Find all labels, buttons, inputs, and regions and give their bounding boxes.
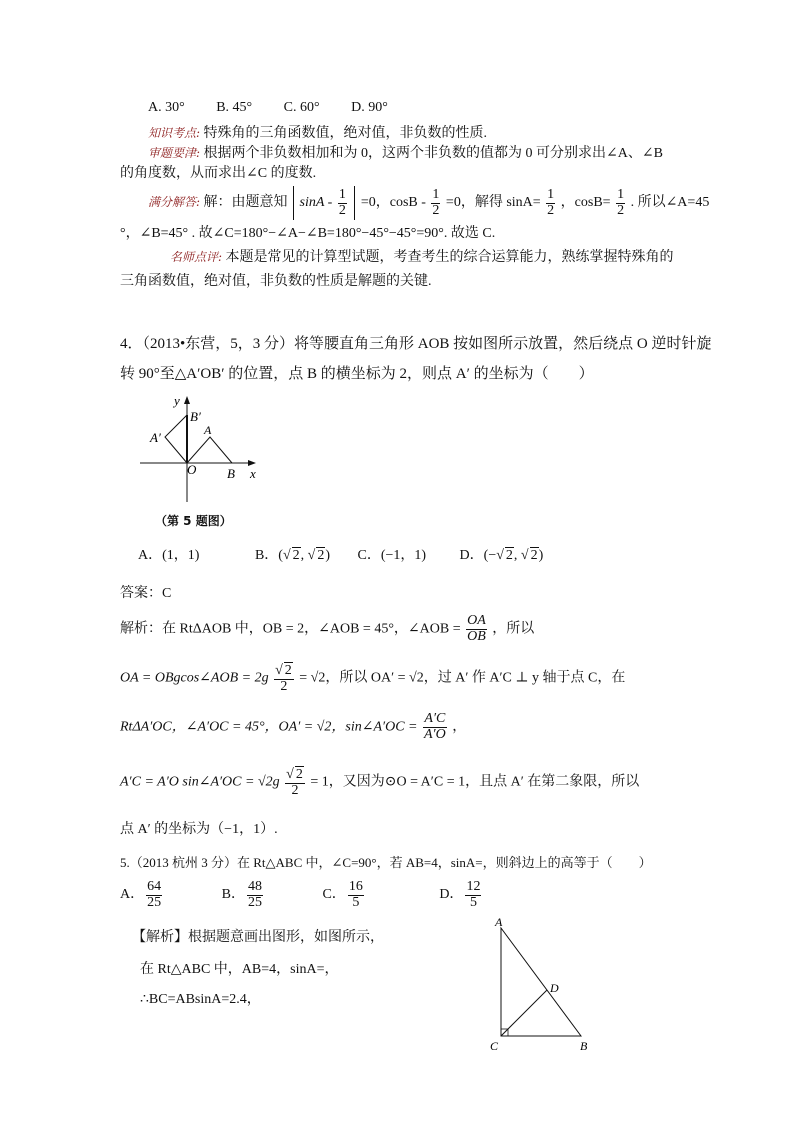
label-aprime: A′	[150, 430, 161, 445]
label-a: A	[204, 423, 212, 437]
q5-option-d: D． $\frac{12}{5}$	[439, 879, 481, 910]
q3-option-b: B. 45°	[216, 100, 253, 115]
q3-solution-line2: °，∠B=45° . 故∠C=180°−∠A−∠B=180°−45°−45°=90°. 故选 C.	[120, 226, 496, 241]
half-fraction-4: $\frac{1}{2}$	[617, 186, 625, 218]
q5-option-c: C． $\frac{16}{5}$	[322, 879, 363, 910]
half-fraction-2: $\frac{1}{2}$	[432, 186, 440, 218]
analysis-tag: 审题要津:	[148, 146, 201, 160]
q3-option-a: A. 30°	[148, 100, 185, 115]
solution-text-a: 解：由题意知	[203, 195, 288, 211]
q4-option-c: C．(−1，1)	[357, 548, 427, 563]
sqrt2-over-2-fraction-b: $\frac{√ 2}{2}$	[286, 767, 303, 798]
q4-explain-line2: OA = OBgcos∠AOB = 2g $\frac{√ 2}{2}$ = √2，所以 OA′ = √2，过 A′ 作 A′C ⊥ y 轴于点 C，在	[120, 663, 626, 694]
q3-options	[148, 100, 388, 116]
q3-knowledge-line	[148, 122, 487, 142]
q4-figure	[130, 390, 270, 510]
abs-bar-right	[354, 186, 355, 220]
solution-text-f: . 所以∠A=45	[630, 195, 710, 211]
triangle-abc	[501, 928, 581, 1036]
knowledge-text: 特殊角的三角函数值，绝对值，非负数的性质.	[203, 126, 488, 141]
q4-option-b: B．(√ 2, √ 2)	[254, 548, 330, 563]
abs-bar-left	[293, 186, 294, 220]
y-arrow	[184, 396, 190, 404]
comment-text1: 本题是常见的计算型试题，考查考生的综合运算能力，熟练掌握特殊角的	[225, 250, 674, 265]
q3-solution-line1	[148, 186, 709, 220]
q5-options	[120, 880, 483, 910]
solution-tag: 满分解答:	[148, 195, 201, 210]
q3-analysis-line1	[148, 142, 663, 162]
label-a: A	[495, 915, 503, 929]
q5-stem: 5.（2013 杭州 3 分）在 Rt△ABC 中，∠C=90°，若 AB=4，sinA=，则斜边上的高等于（ ）	[120, 855, 652, 870]
q4-options	[138, 544, 543, 564]
solution-text-c: =0，cosB -	[360, 195, 426, 211]
ac-ao-fraction: $\frac{A'C}{A'O}$	[424, 711, 446, 742]
q3-comment-line1	[170, 246, 674, 266]
q3-comment-line2: 三角函数值，绝对值，非负数的性质是解题的关键.	[120, 274, 432, 289]
q4-option-d: D．(−√ 2, √ 2)	[459, 548, 544, 563]
q4-explain-line4: A′C = A′O sin∠A′OC = √2g $\frac{√ 2}{2}$ = 1，又因为⊙O = A′C = 1，且点 A′ 在第二象限，所以	[120, 767, 640, 798]
label-c: C	[490, 1039, 499, 1053]
label-y: y	[174, 393, 180, 408]
triangle-aob	[187, 437, 232, 463]
half-fraction-1: $\frac{1}{2}$	[338, 186, 346, 218]
triangle-aprime	[165, 415, 187, 463]
q5-figure	[485, 912, 605, 1062]
solution-text-b: sinA -	[299, 195, 333, 211]
label-o: O	[187, 462, 197, 477]
q4-option-a: A．(1，1)	[138, 548, 200, 563]
label-bprime: B′	[190, 409, 201, 424]
half-fraction-3: $\frac{1}{2}$	[547, 186, 555, 218]
q4-explain-line3: RtΔA′OC，∠A′OC = 45°，OA′ = √2，sin∠A′OC = $\frac{A'C}{A'O}$ ，	[120, 711, 467, 742]
oa-ob-fraction: $\frac{OA}{OB}$	[467, 613, 486, 644]
solution-text-e: ，cosB=	[560, 195, 611, 211]
label-x: x	[250, 466, 256, 481]
sqrt2-over-2-fraction: $\frac{√ 2}{2}$	[275, 663, 292, 694]
q4-stem-line1: 4．（2013•东营，5，3 分）将等腰直角三角形 AOB 按如图所示放置，然后绕点 O 逆时针旋	[120, 336, 712, 352]
solution-text-d: =0，解得 sinA=	[445, 195, 541, 211]
q3-option-c: C. 60°	[283, 100, 320, 115]
label-d: D	[550, 981, 559, 995]
q4-explain-line5: 点 A′ 的坐标为（−1，1）.	[120, 822, 278, 837]
q5-analysis-line3: ∴BC=ABsinA=2.4，	[140, 992, 261, 1007]
label-b: B	[580, 1039, 588, 1053]
comment-tag: 名师点评:	[170, 250, 223, 264]
q4-answer: 答案：C	[120, 586, 172, 601]
q4-explain-line1: 解析：在 RtΔAOB 中，OB = 2，∠AOB = 45°，∠AOB = $\frac{OA}{OB}$ ，所以	[120, 613, 535, 644]
q5-option-b: B． $\frac{48}{25}$	[221, 879, 262, 910]
analysis-text1: 根据两个非负数相加和为 0，这两个非负数的值都为 0 可分别求出∠A、∠B	[203, 146, 663, 161]
q5-option-a: A． $\frac{64}{25}$	[120, 879, 162, 910]
q3-analysis-line2: 的角度数，从而求出∠C 的度数.	[120, 166, 317, 181]
q3-option-d: D. 90°	[351, 100, 388, 115]
q5-analysis-line1: 【解析】根据题意画出图形，如图所示，	[132, 930, 384, 945]
q4-figure-caption: （第 5 题图）	[155, 514, 232, 528]
label-b: B	[227, 466, 235, 481]
q4-stem-line2: 转 90°至△A′OB′ 的位置，点 B 的横坐标为 2，则点 A′ 的坐标为（ ）	[120, 366, 594, 382]
knowledge-tag: 知识考点:	[148, 126, 201, 140]
q5-analysis-line2: 在 Rt△ABC 中，AB=4，sinA=，	[140, 962, 339, 977]
